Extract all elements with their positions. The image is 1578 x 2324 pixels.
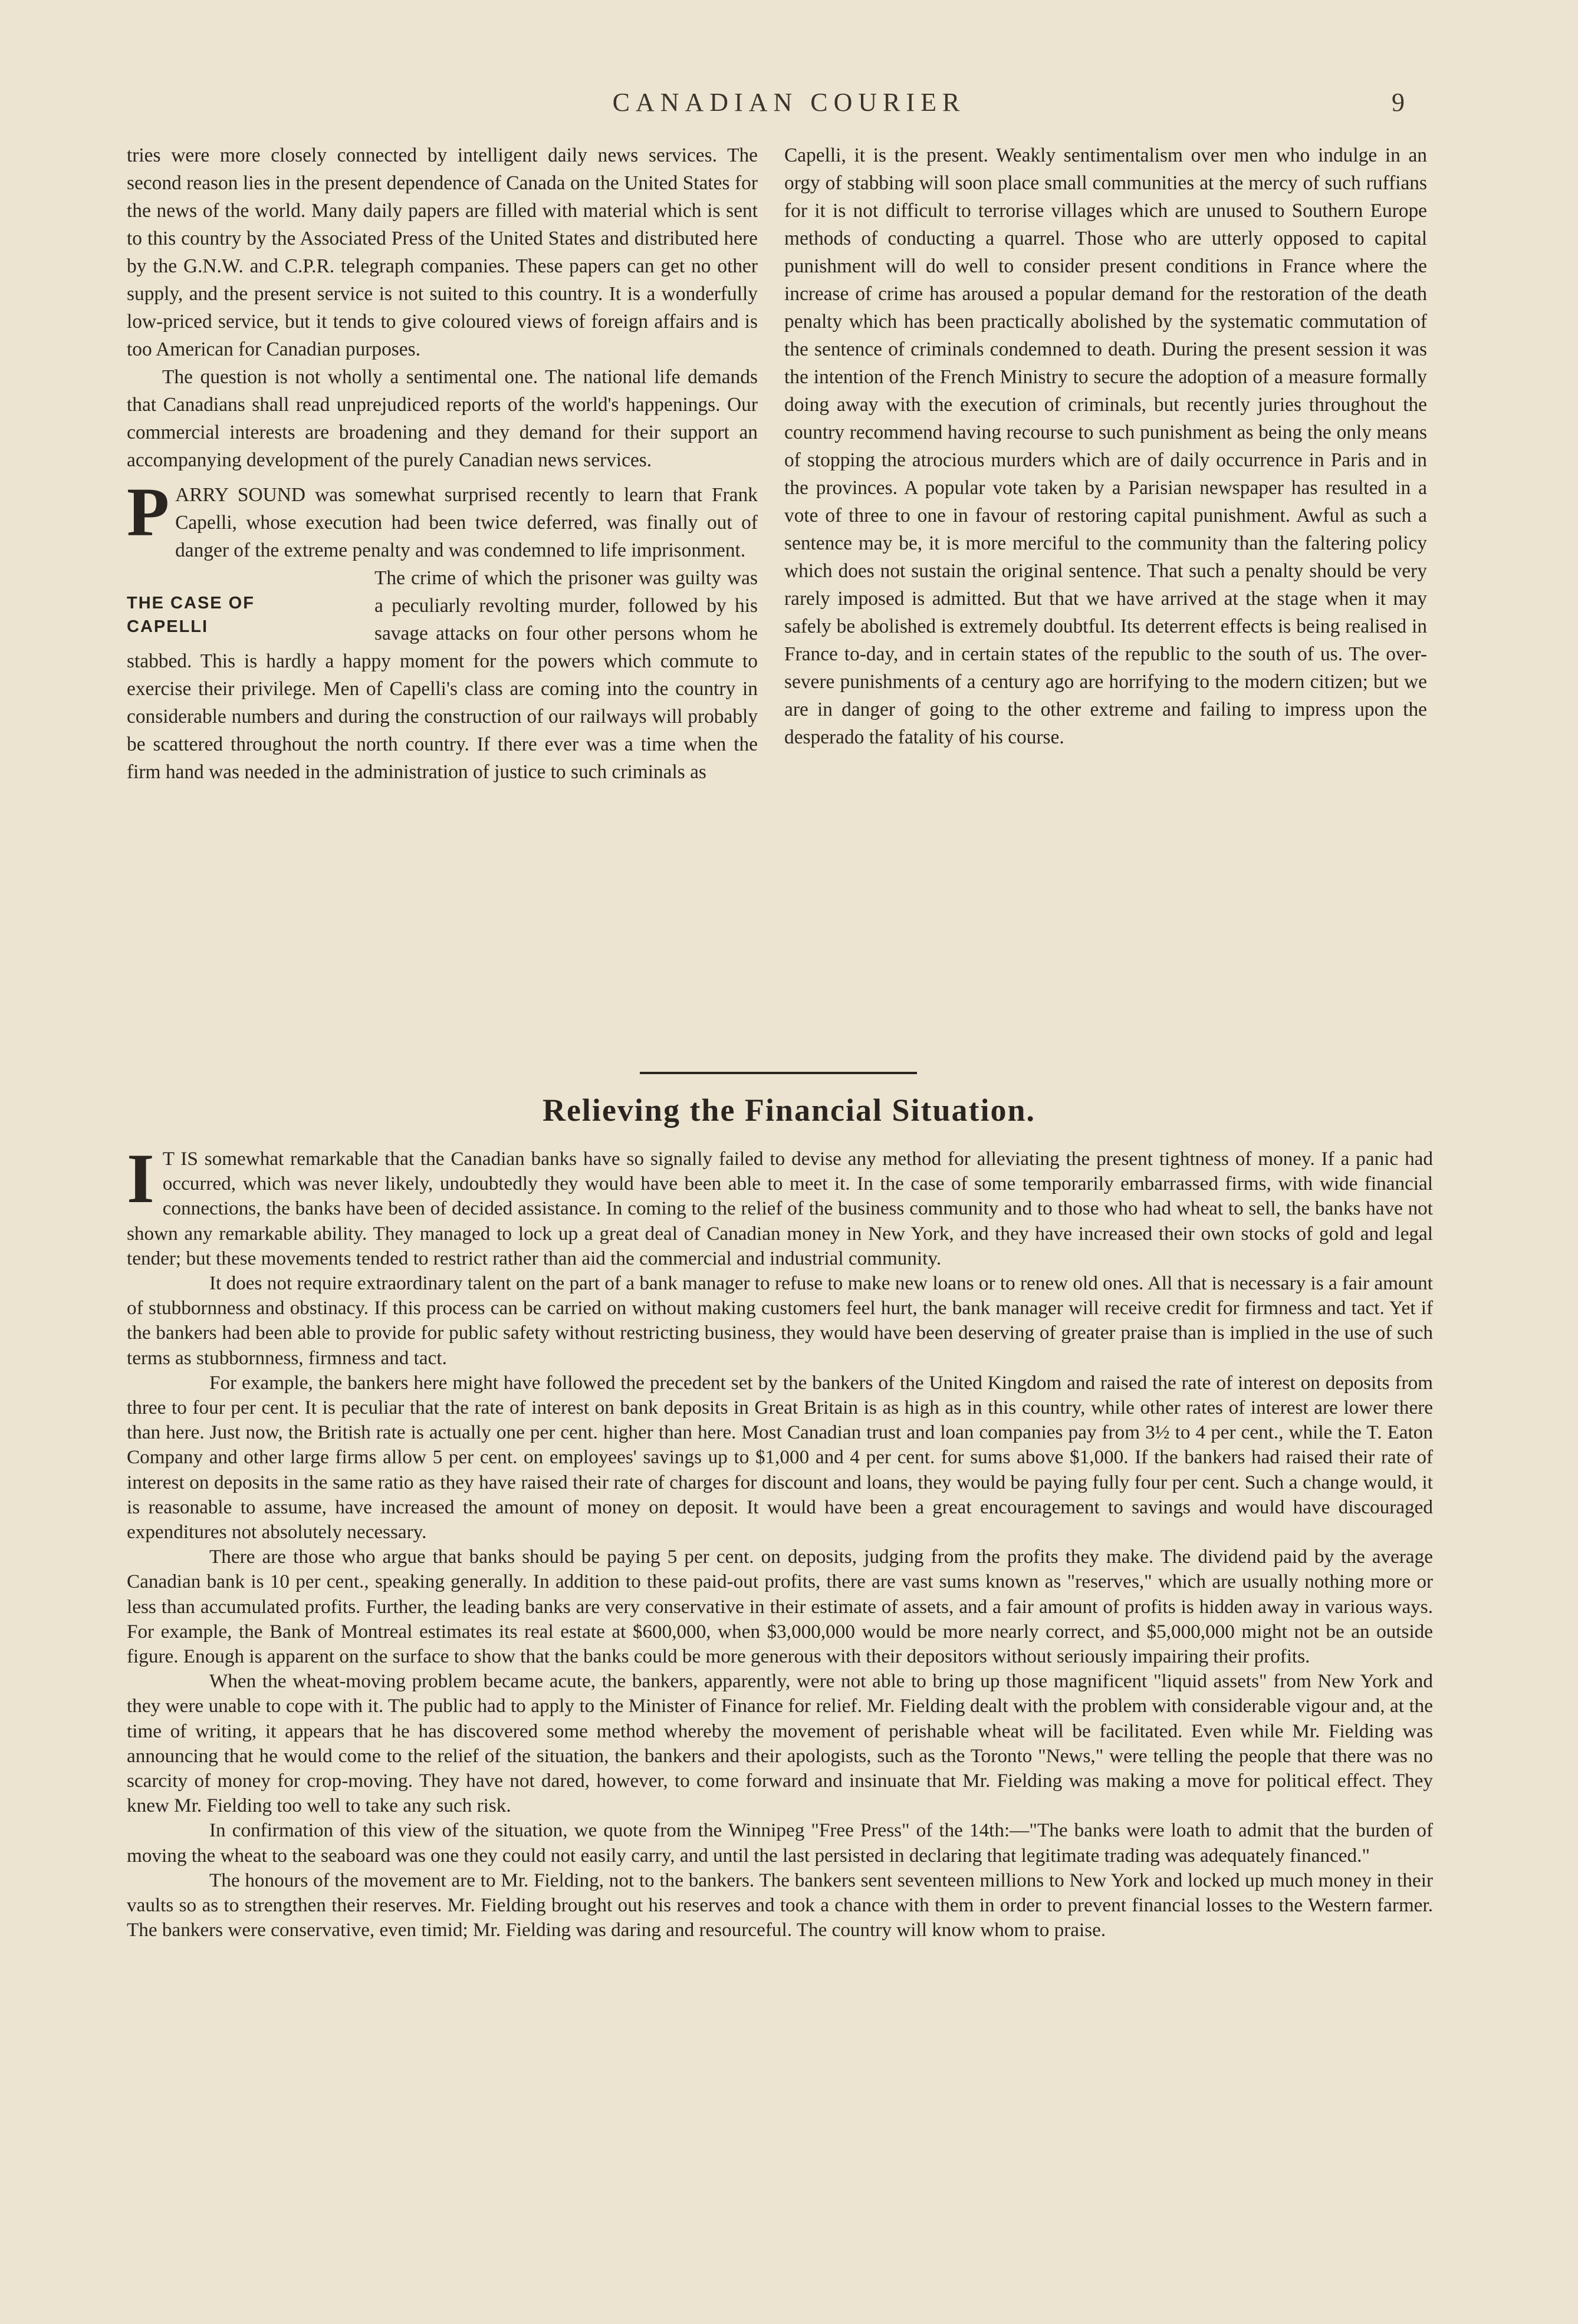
right-column bbox=[784, 141, 1427, 751]
article-paragraph-5: When the wheat-moving problem became acute, the bankers, apparently, were not able to bring up those magnificent "liquid assets" from New York and they were unable to cope with it. The public had to apply to the Minister of Finance for relief. Mr. Fielding dealt with the problem with considerable vigour and, at the time of writing, it appears that he has discovered some method whereby the movement of perishable wheat will be facilitated. Even while Mr. Fielding was announcing that he would come to the relief of the situation, the bankers and their apologists, such as the Toronto "News," were telling the people that there was no scarcity of money for crop-moving. They have not dared, however, to come forward and insinuate that Mr. Fielding was making a move for political effect. They knew Mr. Fielding too well to take any such risk. bbox=[127, 1670, 1433, 1817]
left-paragraph-2: The question is not wholly a sentimental one. The national life demands that Canadians shall read unprejudiced reports of the world's happenings. Our commercial interests are broadening and they demand for their support an accompanying development of the purely Canadian news services. bbox=[127, 366, 758, 471]
right-paragraph-1: Capelli, it is the present. Weakly sentimentalism over men who indulge in an orgy of stabbing will soon place small communities at the mercy of such ruffians for it is not difficult to terrorise villages which are unused to Southern Europe methods of conducting a quarrel. Those who are utterly opposed to capital punishment will do well to consider present conditions in France where the increase of crime has aroused a popular demand for the restoration of the death penalty which has been practically abolished by the systematic commutation of the sentence of criminals condemned to death. During the present session it was the intention of the French Ministry to secure the adoption of a measure formally doing away with the execution of criminals, but recently juries throughout the country recommend having recourse to such punishment as being the only means of stopping the atrocious murders which are of daily occurrence in Paris and in the provinces. A popular vote taken by a Parisian newspaper has resulted in a vote of three to one in favour of restoring capital punishment. Awful as such a sentence may be, it is more merciful to the community than the faltering policy which does not sustain the original sentence. That such a penalty should be very rarely imposed is admitted. But that we have arrived at the stage when it may safely be abolished is extremely doubtful. Its deterrent effects is being realised in France to-day, and in certain states of the republic to the south of us. The over-severe punishments of a century ago are horrifying to the modern citizen; but we are in danger of going to the other extreme and failing to impress upon the desperado the fatality of his course. bbox=[784, 144, 1427, 748]
drop-cap-p: P bbox=[127, 473, 170, 551]
running-title: CANADIAN COURIER bbox=[612, 88, 966, 117]
side-heading-line-2: CAPELLI bbox=[127, 617, 209, 636]
capelli-body-text: The crime of which the prisoner was guilty was a peculiarly revolting murder, followed by his savage attacks on four other persons whom he stabbed. This is hardly a happy moment for the powers which commute to exercise their privilege. Men of Capelli's class are coming into the country in considerable numbers and during the construction of our railways will probably be scattered throughout the north country. If there ever was a time when the firm hand was needed in the administration of justice to such criminals as bbox=[127, 567, 758, 783]
article-paragraph-1-text: T IS somewhat remarkable that the Canadian banks have so signally failed to devise any method for alleviating the present tightness of money. If a panic had occurred, which was never likely, undoubtedly they would have been able to meet it. In the case of some temporarily embarrassed firms, with wide financial connections, the banks have been of decided assistance. In coming to the relief of the business community and to those who had wheat to sell, the banks have not shown any remarkable ability. They managed to lock up a great deal of Canadian money in New York, and they have increased their own stocks of gold and legal tender; but these movements tended to restrict rather than aid the commercial and industrial community. bbox=[127, 1148, 1433, 1269]
article-paragraph-4: There are those who argue that banks should be paying 5 per cent. on deposits, judging from the profits they make. The dividend paid by the average Canadian bank is 10 per cent., speaking generally. In addition to these paid-out profits, there are vast sums known as "reserves," which are usually nothing more or less than accumulated profits. Further, the leading banks are very conservative in their estimate of assets, and a fair amount of profits is hidden away in various ways. For example, the Bank of Montreal estimates its real estate at $600,000, when $3,000,000 would be more nearly correct, and $5,000,000 might not be an outside figure. Enough is apparent on the surface to show that the banks could be more generous with their depositors without seriously impairing their profits. bbox=[127, 1546, 1433, 1668]
capelli-lead-text: ARRY SOUND was somewhat surprised recently to learn that Frank Capelli, whose execution had been twice deferred, was finally out of danger of the extreme penalty and was condemned to life imprisonment. bbox=[175, 484, 758, 561]
capelli-lead-paragraph bbox=[127, 473, 758, 564]
article-paragraph-7: The honours of the movement are to Mr. Fielding, not to the bankers. The bankers sent seventeen millions to New York and locked up much money in their vaults so as to strengthen their reserves. Mr. Fielding brought out his reserves and took a chance with them in order to prevent financial losses to the Western farmer. The bankers were conservative, even timid; Mr. Fielding was daring and resourceful. The country will know whom to praise. bbox=[127, 1869, 1433, 1941]
capelli-body-paragraph bbox=[127, 564, 758, 786]
side-heading-line-1: THE CASE OF bbox=[127, 594, 255, 613]
left-column bbox=[127, 141, 758, 786]
article-paragraph-2: It does not require extraordinary talent on the part of a bank manager to refuse to make new loans or to renew old ones. All that is necessary is a fair amount of stubbornness and obstinacy. If this process can be carried on without making customers feel hurt, the bank manager will receive credit for firmness and tact. Yet if the bankers had been able to provide for public safety without restricting business, they would have been deserving of greater praise than is implied in the use of such terms as stubbornness, firmness and tact. bbox=[127, 1272, 1433, 1369]
section-divider bbox=[640, 1072, 917, 1074]
drop-cap-i: I bbox=[127, 1139, 154, 1217]
side-heading-case-of-capelli bbox=[127, 591, 363, 638]
article-paragraph-3: For example, the bankers here might have followed the precedent set by the bankers of the United Kingdom and raised the rate of interest on deposits from three to four per cent. It is peculiar that the rate of interest on bank deposits in Great Britain is as high as in this country, while other rates of interest are lower there than here. Just now, the British rate is actually one per cent. higher than here. Most Canadian trust and loan companies pay from 3½ to 4 per cent., while the T. Eaton Company and other large firms allow 5 per cent. on employees' savings up to $1,000 and 4 per cent. for sums above $1,000. If the bankers had raised their rate of interest on deposits in the same ratio as they have raised their rate of charges for discount and loans, they would be paying fully four per cent. Such a change would, it is reasonable to assume, have increased the amount of money on deposit. It would have been a great encouragement to savings and would have discouraged expenditures not absolutely necessary. bbox=[127, 1371, 1433, 1543]
page-header bbox=[0, 87, 1578, 123]
article-headline: Relieving the Financial Situation. bbox=[542, 1092, 1036, 1128]
left-paragraph-1: tries were more closely connected by intelligent daily news services. The second reason lies in the present dependence of Canada on the United States for the news of the world. Many daily papers are filled with material which is sent to this country by the Associated Press of the United States and distributed here by the G.N.W. and C.P.R. telegraph companies. These papers can get no other supply, and the present service is not suited to this country. It is a wonderfully low-priced service, but it tends to give coloured views of foreign affairs and is too American for Canadian purposes. bbox=[127, 144, 758, 360]
article-body bbox=[127, 1139, 1433, 1943]
article-paragraph-6: In confirmation of this view of the situation, we quote from the Winnipeg "Free Press" of the 14th:—"The banks were loath to admit that the burden of moving the wheat to the seaboard was one they could not easily carry, and until the last persisted in declaring that legitimate trading was adequately financed." bbox=[127, 1819, 1433, 1867]
article-paragraph-1 bbox=[127, 1139, 1433, 1271]
page-number: 9 bbox=[1392, 88, 1405, 117]
